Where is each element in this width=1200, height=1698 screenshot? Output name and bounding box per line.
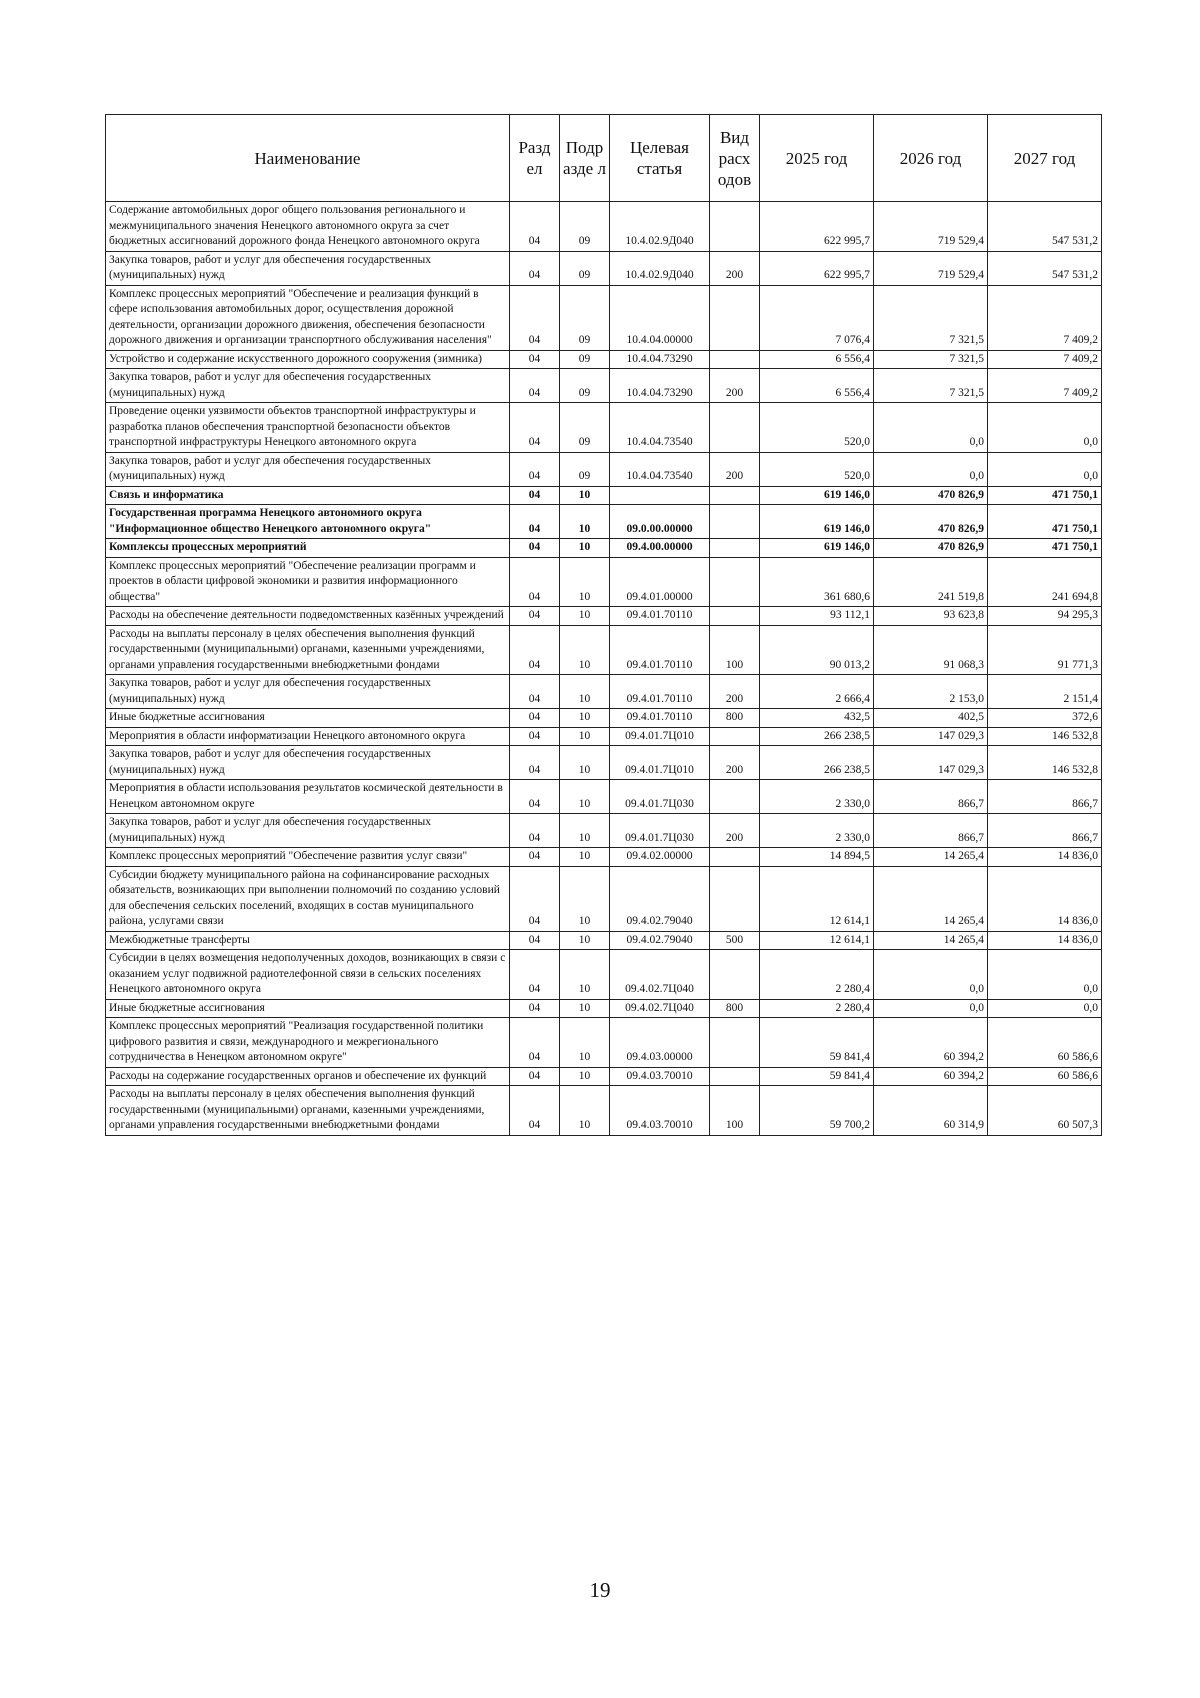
cell-name: Комплекс процессных мероприятий "Обеспечение реализации программ и проектов в области цифровой экономики и развития информационного общества": [106, 557, 510, 607]
table-row: [106, 285, 1102, 350]
cell-2027: 94 295,3: [988, 607, 1102, 626]
cell-2027: 7 409,2: [988, 369, 1102, 403]
cell-2026: 14 265,4: [874, 866, 988, 931]
cell-2027: 241 694,8: [988, 557, 1102, 607]
cell-podrazdel: 10: [560, 866, 610, 931]
cell-article: 09.4.02.7Ц040: [610, 950, 710, 1000]
header-2025: 2025 год: [760, 115, 874, 202]
cell-name: Иные бюджетные ассигнования: [106, 709, 510, 728]
cell-2025: 619 146,0: [760, 539, 874, 558]
cell-2027: 547 531,2: [988, 251, 1102, 285]
cell-podrazdel: 09: [560, 369, 610, 403]
cell-razdel: 04: [510, 1018, 560, 1068]
cell-2027: 7 409,2: [988, 285, 1102, 350]
cell-2026: 241 519,8: [874, 557, 988, 607]
cell-name: Закупка товаров, работ и услуг для обеспечения государственных (муниципальных) нужд: [106, 814, 510, 848]
cell-2027: 471 750,1: [988, 486, 1102, 505]
cell-2026: 60 394,2: [874, 1067, 988, 1086]
cell-article: 09.4.01.70110: [610, 607, 710, 626]
cell-razdel: 04: [510, 931, 560, 950]
cell-2025: 12 614,1: [760, 931, 874, 950]
cell-2027: 471 750,1: [988, 505, 1102, 539]
cell-2026: 402,5: [874, 709, 988, 728]
header-podrazdel: Подр азде л: [560, 115, 610, 202]
cell-name: Субсидии бюджету муниципального района на софинансирование расходных обязательств, возникающих при выполнении полномочий по созданию условий для обеспечения сельских поселений, входящих в состав муниципального района, услугами связи: [106, 866, 510, 931]
cell-vid: 100: [710, 625, 760, 675]
cell-article: 09.4.01.7Ц010: [610, 727, 710, 746]
cell-podrazdel: 10: [560, 1067, 610, 1086]
cell-podrazdel: 09: [560, 251, 610, 285]
cell-vid: 200: [710, 369, 760, 403]
cell-vid: 800: [710, 709, 760, 728]
cell-razdel: 04: [510, 1086, 560, 1136]
table-row: [106, 557, 1102, 607]
header-2026: 2026 год: [874, 115, 988, 202]
cell-name: Субсидии в целях возмещения недополученных доходов, возникающих в связи с оказанием услуг подвижной радиотелефонной связи в сельских поселениях Ненецкого автономного округа: [106, 950, 510, 1000]
cell-article: 09.4.01.00000: [610, 557, 710, 607]
cell-podrazdel: 09: [560, 350, 610, 369]
cell-2026: 2 153,0: [874, 675, 988, 709]
cell-article: 09.4.03.70010: [610, 1067, 710, 1086]
cell-razdel: 04: [510, 369, 560, 403]
cell-podrazdel: 09: [560, 403, 610, 453]
cell-2026: 0,0: [874, 999, 988, 1018]
cell-2027: 146 532,8: [988, 746, 1102, 780]
cell-name: Государственная программа Ненецкого автономного округа "Информационное общество Ненецкого автономного округа": [106, 505, 510, 539]
cell-2027: 146 532,8: [988, 727, 1102, 746]
table-row: [106, 1086, 1102, 1136]
cell-vid: [710, 202, 760, 252]
cell-2027: 2 151,4: [988, 675, 1102, 709]
cell-2025: 90 013,2: [760, 625, 874, 675]
cell-razdel: 04: [510, 999, 560, 1018]
table-row: [106, 950, 1102, 1000]
cell-2026: 14 265,4: [874, 931, 988, 950]
cell-razdel: 04: [510, 251, 560, 285]
cell-razdel: 04: [510, 709, 560, 728]
cell-2025: 619 146,0: [760, 486, 874, 505]
cell-podrazdel: 10: [560, 1018, 610, 1068]
cell-2025: 2 666,4: [760, 675, 874, 709]
table-row: [106, 350, 1102, 369]
cell-name: Расходы на обеспечение деятельности подведомственных казённых учреждений: [106, 607, 510, 626]
cell-article: 09.4.02.00000: [610, 848, 710, 867]
cell-article: 09.4.00.00000: [610, 539, 710, 558]
cell-2026: 866,7: [874, 780, 988, 814]
cell-vid: [710, 848, 760, 867]
cell-2027: 60 586,6: [988, 1018, 1102, 1068]
cell-2026: 7 321,5: [874, 350, 988, 369]
cell-2026: 866,7: [874, 814, 988, 848]
cell-razdel: 04: [510, 452, 560, 486]
cell-2027: 372,6: [988, 709, 1102, 728]
cell-name: Комплекс процессных мероприятий "Обеспечение и реализация функций в сфере использования автомобильных дорог, осуществления дорожной деятельности, организации дорожного движения, обеспечения безопасности дорожного движения и организации транспортного обслуживания населения": [106, 285, 510, 350]
cell-2025: 619 146,0: [760, 505, 874, 539]
cell-2027: 0,0: [988, 403, 1102, 453]
cell-podrazdel: 10: [560, 486, 610, 505]
cell-podrazdel: 10: [560, 607, 610, 626]
cell-podrazdel: 10: [560, 814, 610, 848]
cell-2025: 520,0: [760, 452, 874, 486]
cell-name: Расходы на выплаты персоналу в целях обеспечения выполнения функций государственными (муниципальными) органами, казенными учреждениями, органами управления государственными внебюджетными фондами: [106, 1086, 510, 1136]
cell-2025: 2 330,0: [760, 780, 874, 814]
table-row: [106, 1018, 1102, 1068]
cell-2027: 0,0: [988, 999, 1102, 1018]
cell-razdel: 04: [510, 625, 560, 675]
cell-article: 09.0.00.00000: [610, 505, 710, 539]
cell-name: Закупка товаров, работ и услуг для обеспечения государственных (муниципальных) нужд: [106, 251, 510, 285]
cell-razdel: 04: [510, 950, 560, 1000]
cell-2027: 91 771,3: [988, 625, 1102, 675]
cell-razdel: 04: [510, 814, 560, 848]
cell-vid: 100: [710, 1086, 760, 1136]
cell-2026: 470 826,9: [874, 539, 988, 558]
cell-razdel: 04: [510, 505, 560, 539]
cell-2026: 470 826,9: [874, 505, 988, 539]
table-header: [106, 115, 1102, 202]
cell-2026: 0,0: [874, 403, 988, 453]
table-row: [106, 452, 1102, 486]
cell-razdel: 04: [510, 848, 560, 867]
cell-2025: 2 280,4: [760, 999, 874, 1018]
cell-vid: [710, 403, 760, 453]
cell-2027: 0,0: [988, 452, 1102, 486]
table-row: [106, 848, 1102, 867]
table-row: [106, 625, 1102, 675]
cell-2026: 719 529,4: [874, 202, 988, 252]
cell-razdel: 04: [510, 866, 560, 931]
cell-razdel: 04: [510, 557, 560, 607]
cell-2027: 471 750,1: [988, 539, 1102, 558]
cell-article: 10.4.04.00000: [610, 285, 710, 350]
header-name: Наименование: [106, 115, 510, 202]
cell-2025: 59 841,4: [760, 1018, 874, 1068]
cell-vid: 200: [710, 746, 760, 780]
cell-vid: 200: [710, 814, 760, 848]
cell-name: Устройство и содержание искусственного дорожного сооружения (зимника): [106, 350, 510, 369]
cell-2025: 622 995,7: [760, 251, 874, 285]
table-body: [106, 202, 1102, 1136]
cell-podrazdel: 10: [560, 746, 610, 780]
cell-2025: 2 330,0: [760, 814, 874, 848]
cell-2026: 147 029,3: [874, 727, 988, 746]
cell-vid: 500: [710, 931, 760, 950]
cell-2025: 12 614,1: [760, 866, 874, 931]
cell-2026: 93 623,8: [874, 607, 988, 626]
cell-razdel: 04: [510, 746, 560, 780]
cell-2026: 719 529,4: [874, 251, 988, 285]
cell-2027: 0,0: [988, 950, 1102, 1000]
cell-razdel: 04: [510, 675, 560, 709]
table-row: [106, 866, 1102, 931]
cell-2026: 147 029,3: [874, 746, 988, 780]
cell-article: 10.4.04.73540: [610, 452, 710, 486]
cell-razdel: 04: [510, 285, 560, 350]
cell-2027: 14 836,0: [988, 931, 1102, 950]
cell-2026: 91 068,3: [874, 625, 988, 675]
table-row: [106, 780, 1102, 814]
cell-article: 09.4.03.00000: [610, 1018, 710, 1068]
cell-article: 09.4.02.7Ц040: [610, 999, 710, 1018]
table-row: [106, 607, 1102, 626]
cell-name: Закупка товаров, работ и услуг для обеспечения государственных (муниципальных) нужд: [106, 746, 510, 780]
header-razdel: Разд ел: [510, 115, 560, 202]
cell-2025: 2 280,4: [760, 950, 874, 1000]
cell-name: Закупка товаров, работ и услуг для обеспечения государственных (муниципальных) нужд: [106, 452, 510, 486]
cell-2025: 266 238,5: [760, 746, 874, 780]
cell-name: Иные бюджетные ассигнования: [106, 999, 510, 1018]
cell-2027: 14 836,0: [988, 848, 1102, 867]
cell-podrazdel: 09: [560, 285, 610, 350]
cell-razdel: 04: [510, 607, 560, 626]
cell-2027: 7 409,2: [988, 350, 1102, 369]
cell-vid: [710, 350, 760, 369]
cell-razdel: 04: [510, 486, 560, 505]
cell-podrazdel: 10: [560, 539, 610, 558]
cell-podrazdel: 09: [560, 202, 610, 252]
cell-razdel: 04: [510, 403, 560, 453]
cell-2027: 866,7: [988, 780, 1102, 814]
cell-article: 10.4.04.73290: [610, 350, 710, 369]
cell-article: 10.4.04.73540: [610, 403, 710, 453]
cell-2027: 14 836,0: [988, 866, 1102, 931]
cell-2025: 6 556,4: [760, 350, 874, 369]
table-row: [106, 814, 1102, 848]
cell-name: Комплексы процессных мероприятий: [106, 539, 510, 558]
cell-2027: 547 531,2: [988, 202, 1102, 252]
cell-2025: 622 995,7: [760, 202, 874, 252]
cell-2026: 0,0: [874, 452, 988, 486]
cell-name: Комплекс процессных мероприятий "Обеспечение развития услуг связи": [106, 848, 510, 867]
cell-podrazdel: 10: [560, 1086, 610, 1136]
cell-razdel: 04: [510, 1067, 560, 1086]
cell-podrazdel: 10: [560, 625, 610, 675]
cell-name: Связь и информатика: [106, 486, 510, 505]
cell-podrazdel: 10: [560, 709, 610, 728]
cell-razdel: 04: [510, 780, 560, 814]
cell-vid: [710, 1018, 760, 1068]
cell-article: [610, 486, 710, 505]
cell-podrazdel: 10: [560, 999, 610, 1018]
cell-razdel: 04: [510, 727, 560, 746]
cell-2026: 14 265,4: [874, 848, 988, 867]
cell-name: Мероприятия в области информатизации Ненецкого автономного округа: [106, 727, 510, 746]
cell-article: 09.4.01.7Ц030: [610, 780, 710, 814]
budget-table: [105, 114, 1102, 1136]
cell-2025: 361 680,6: [760, 557, 874, 607]
cell-vid: [710, 950, 760, 1000]
table-row: [106, 251, 1102, 285]
cell-podrazdel: 10: [560, 505, 610, 539]
cell-2026: 7 321,5: [874, 369, 988, 403]
cell-article: 09.4.03.70010: [610, 1086, 710, 1136]
table-row: [106, 931, 1102, 950]
cell-name: Закупка товаров, работ и услуг для обеспечения государственных (муниципальных) нужд: [106, 675, 510, 709]
cell-name: Расходы на выплаты персоналу в целях обеспечения выполнения функций государственными (муниципальными) органами, казенными учреждениями, органами управления государственными внебюджетными фондами: [106, 625, 510, 675]
table-row: [106, 1067, 1102, 1086]
header-2027: 2027 год: [988, 115, 1102, 202]
cell-razdel: 04: [510, 539, 560, 558]
cell-name: Мероприятия в области использования результатов космической деятельности в Ненецком автономном округе: [106, 780, 510, 814]
cell-vid: [710, 505, 760, 539]
cell-2025: 59 700,2: [760, 1086, 874, 1136]
table-row: [106, 505, 1102, 539]
cell-2027: 866,7: [988, 814, 1102, 848]
cell-podrazdel: 10: [560, 931, 610, 950]
cell-vid: 200: [710, 251, 760, 285]
cell-vid: [710, 607, 760, 626]
header-row: [106, 115, 1102, 202]
cell-2026: 0,0: [874, 950, 988, 1000]
cell-article: 09.4.01.7Ц010: [610, 746, 710, 780]
cell-2025: 520,0: [760, 403, 874, 453]
cell-podrazdel: 10: [560, 557, 610, 607]
cell-article: 09.4.02.79040: [610, 866, 710, 931]
cell-2025: 14 894,5: [760, 848, 874, 867]
cell-article: 10.4.04.73290: [610, 369, 710, 403]
cell-2027: 60 586,6: [988, 1067, 1102, 1086]
cell-razdel: 04: [510, 202, 560, 252]
table-row: [106, 539, 1102, 558]
cell-podrazdel: 10: [560, 675, 610, 709]
cell-name: Межбюджетные трансферты: [106, 931, 510, 950]
cell-2026: 60 394,2: [874, 1018, 988, 1068]
table-row: [106, 675, 1102, 709]
cell-vid: [710, 557, 760, 607]
cell-vid: 800: [710, 999, 760, 1018]
cell-name: Закупка товаров, работ и услуг для обеспечения государственных (муниципальных) нужд: [106, 369, 510, 403]
table-row: [106, 369, 1102, 403]
cell-2026: 470 826,9: [874, 486, 988, 505]
cell-2026: 60 314,9: [874, 1086, 988, 1136]
cell-2025: 7 076,4: [760, 285, 874, 350]
cell-2025: 6 556,4: [760, 369, 874, 403]
cell-vid: [710, 486, 760, 505]
cell-podrazdel: 10: [560, 780, 610, 814]
cell-article: 10.4.02.9Д040: [610, 202, 710, 252]
cell-podrazdel: 10: [560, 848, 610, 867]
cell-vid: [710, 1067, 760, 1086]
table-row: [106, 486, 1102, 505]
cell-2025: 266 238,5: [760, 727, 874, 746]
cell-name: Содержание автомобильных дорог общего пользования регионального и межмуниципального значения Ненецкого автономного округа за счет бюджетных ассигнований дорожного фонда Ненецкого автономного округа: [106, 202, 510, 252]
cell-vid: [710, 727, 760, 746]
cell-2025: 59 841,4: [760, 1067, 874, 1086]
cell-article: 09.4.01.70110: [610, 625, 710, 675]
cell-vid: [710, 285, 760, 350]
cell-vid: [710, 780, 760, 814]
header-article: Целевая статья: [610, 115, 710, 202]
table-row: [106, 202, 1102, 252]
cell-2025: 93 112,1: [760, 607, 874, 626]
table-row: [106, 403, 1102, 453]
cell-2025: 432,5: [760, 709, 874, 728]
cell-2026: 7 321,5: [874, 285, 988, 350]
cell-2027: 60 507,3: [988, 1086, 1102, 1136]
cell-vid: [710, 866, 760, 931]
cell-article: 10.4.02.9Д040: [610, 251, 710, 285]
cell-name: Расходы на содержание государственных органов и обеспечение их функций: [106, 1067, 510, 1086]
cell-podrazdel: 09: [560, 452, 610, 486]
cell-article: 09.4.01.7Ц030: [610, 814, 710, 848]
cell-razdel: 04: [510, 350, 560, 369]
cell-podrazdel: 10: [560, 727, 610, 746]
cell-article: 09.4.01.70110: [610, 675, 710, 709]
cell-vid: 200: [710, 452, 760, 486]
cell-vid: [710, 539, 760, 558]
page-number: 19: [589, 1578, 611, 1602]
cell-podrazdel: 10: [560, 950, 610, 1000]
table-row: [106, 727, 1102, 746]
table-row: [106, 746, 1102, 780]
cell-name: Комплекс процессных мероприятий "Реализация государственной политики цифрового развития и связи, международного и межрегионального сотрудничества в Ненецком автономном округе": [106, 1018, 510, 1068]
table-row: [106, 999, 1102, 1018]
table-row: [106, 709, 1102, 728]
cell-article: 09.4.01.70110: [610, 709, 710, 728]
cell-vid: 200: [710, 675, 760, 709]
header-vid: Вид расх одов: [710, 115, 760, 202]
cell-article: 09.4.02.79040: [610, 931, 710, 950]
cell-name: Проведение оценки уязвимости объектов транспортной инфраструктуры и разработка планов обеспечения транспортной безопасности объектов транспортной инфраструктуры Ненецкого автономного округа: [106, 403, 510, 453]
